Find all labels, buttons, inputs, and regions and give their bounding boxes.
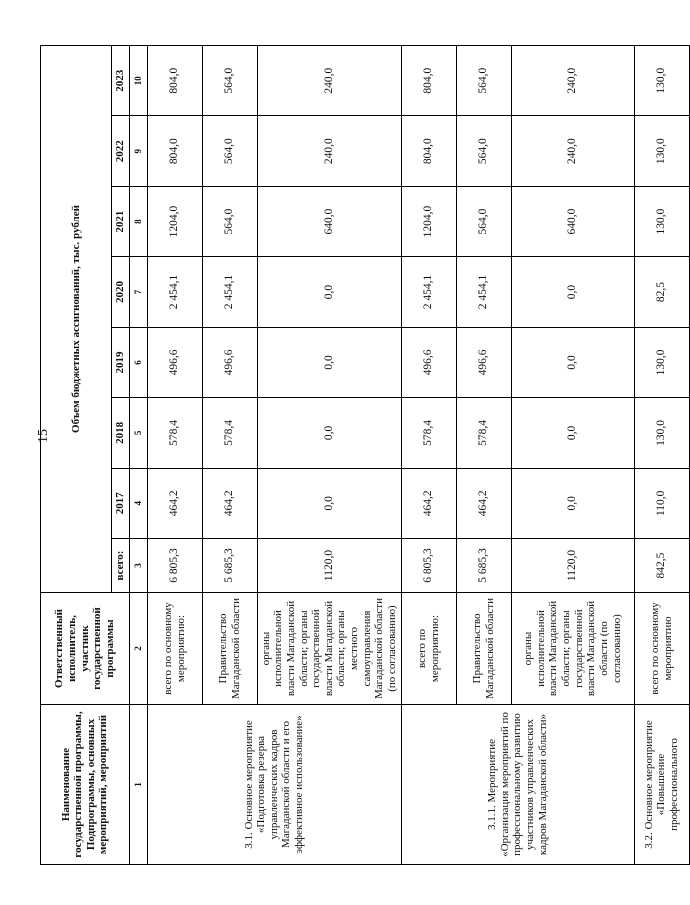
header-budget: Объем бюджетных ассигнований, тыс. рублей: [41, 46, 112, 593]
executor-cell: всего по основному мероприятию: [634, 593, 689, 705]
value-cell: 640,0: [511, 186, 634, 256]
value-cell: 1120,0: [257, 539, 401, 593]
header-year: 2019: [112, 327, 130, 397]
value-cell: 842,5: [634, 539, 689, 593]
value-cell: 0,0: [257, 468, 401, 538]
value-cell: 0,0: [511, 398, 634, 468]
value-cell: 130,0: [634, 46, 689, 116]
value-cell: 5 685,3: [202, 539, 257, 593]
program-name-cell: 3.2. Основное мероприятие «Повышение профессионального: [634, 705, 689, 865]
value-cell: 464,2: [202, 468, 257, 538]
value-cell: 564,0: [456, 46, 511, 116]
value-cell: 804,0: [147, 46, 202, 116]
column-number: 6: [129, 327, 147, 397]
value-cell: 804,0: [401, 116, 456, 186]
value-cell: 464,2: [456, 468, 511, 538]
page-number: 15: [36, 429, 51, 443]
header-year: 2023: [112, 46, 130, 116]
value-cell: 130,0: [634, 327, 689, 397]
value-cell: 496,6: [202, 327, 257, 397]
column-number: 3: [129, 539, 147, 593]
header-year: 2022: [112, 116, 130, 186]
value-cell: 578,4: [401, 398, 456, 468]
value-cell: 2 454,1: [456, 257, 511, 327]
executor-cell: Правительство Магаданской области: [456, 593, 511, 705]
header-year: 2018: [112, 398, 130, 468]
executor-cell: всего по мероприятию:: [401, 593, 456, 705]
value-cell: 240,0: [257, 116, 401, 186]
header-total: всего:: [112, 539, 130, 593]
value-cell: 564,0: [456, 186, 511, 256]
value-cell: 564,0: [202, 186, 257, 256]
column-number: 8: [129, 186, 147, 256]
executor-cell: всего по основному мероприятию:: [147, 593, 202, 705]
value-cell: 130,0: [634, 398, 689, 468]
value-cell: 0,0: [511, 468, 634, 538]
value-cell: 2 454,1: [202, 257, 257, 327]
value-cell: 240,0: [511, 46, 634, 116]
value-cell: 1120,0: [511, 539, 634, 593]
header-year: 2020: [112, 257, 130, 327]
column-number: 7: [129, 257, 147, 327]
header-year: 2021: [112, 186, 130, 256]
value-cell: 578,4: [147, 398, 202, 468]
value-cell: 640,0: [257, 186, 401, 256]
value-cell: 464,2: [147, 468, 202, 538]
header-year: 2017: [112, 468, 130, 538]
value-cell: 82,5: [634, 257, 689, 327]
value-cell: 5 685,3: [456, 539, 511, 593]
value-cell: 6 805,3: [401, 539, 456, 593]
column-number: 1: [129, 705, 147, 865]
value-cell: 578,4: [202, 398, 257, 468]
value-cell: 1204,0: [401, 186, 456, 256]
column-number: 5: [129, 398, 147, 468]
column-number: 2: [129, 593, 147, 705]
header-executor: Ответственный исполнитель, участник государственной программы: [41, 593, 130, 705]
value-cell: 564,0: [456, 116, 511, 186]
value-cell: 0,0: [257, 398, 401, 468]
value-cell: 564,0: [202, 116, 257, 186]
value-cell: 578,4: [456, 398, 511, 468]
executor-cell: органы исполнительной власти Магаданской области; органы государственной власти Магаданской области; органы местного самоуправления Магаданской области (по согласованию): [257, 593, 401, 705]
column-number: 4: [129, 468, 147, 538]
program-name-cell: 3.1.1. Мероприятие «Организация мероприятий по профессиональному развитию участников управленческих кадров Магаданской области»: [401, 705, 634, 865]
rotated-table-container: [40, 45, 680, 865]
value-cell: 2 454,1: [147, 257, 202, 327]
value-cell: 496,6: [456, 327, 511, 397]
value-cell: 130,0: [634, 116, 689, 186]
value-cell: 2 454,1: [401, 257, 456, 327]
value-cell: 564,0: [202, 46, 257, 116]
value-cell: 1204,0: [147, 186, 202, 256]
value-cell: 0,0: [511, 257, 634, 327]
value-cell: 6 805,3: [147, 539, 202, 593]
header-program: Наименование государственной программы, Подпрограммы, основных мероприятий, мероприятий: [41, 705, 130, 865]
value-cell: 804,0: [401, 46, 456, 116]
value-cell: 0,0: [511, 327, 634, 397]
value-cell: 0,0: [257, 257, 401, 327]
column-number: 9: [129, 116, 147, 186]
value-cell: 130,0: [634, 186, 689, 256]
value-cell: 804,0: [147, 116, 202, 186]
value-cell: 464,2: [401, 468, 456, 538]
column-number: 10: [129, 46, 147, 116]
value-cell: 496,6: [401, 327, 456, 397]
value-cell: 496,6: [147, 327, 202, 397]
executor-cell: органы исполнительной власти Магаданской области; органы государственной власти Магаданской области (по согласованию): [511, 593, 634, 705]
value-cell: 240,0: [511, 116, 634, 186]
value-cell: 240,0: [257, 46, 401, 116]
value-cell: 0,0: [257, 327, 401, 397]
budget-table: [40, 45, 690, 865]
value-cell: 110,0: [634, 468, 689, 538]
program-name-cell: 3.1. Основное мероприятие «Подготовка резерва управленческих кадров Магаданской области и его эффективное использование»: [147, 705, 401, 865]
executor-cell: Правительство Магаданской области: [202, 593, 257, 705]
